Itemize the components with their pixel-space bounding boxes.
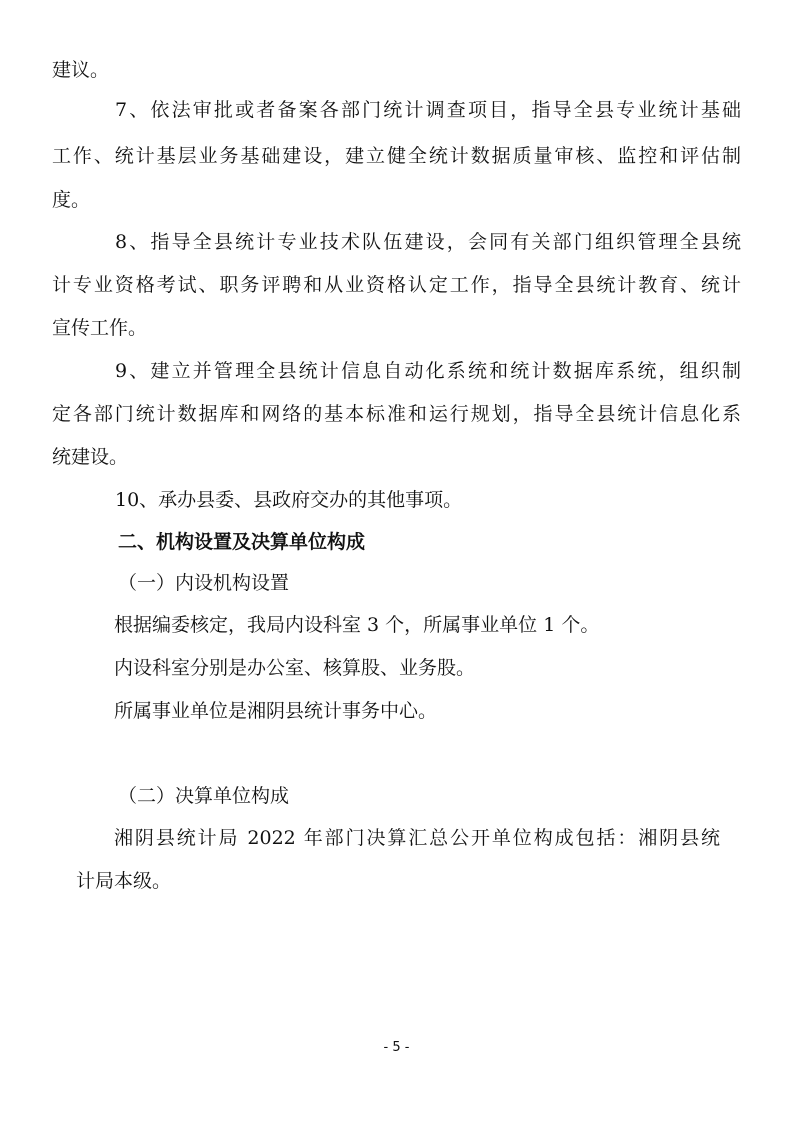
text-line: 湘阴县统计局 2022 年部门决算汇总公开单位构成包括：湘阴县统 [114, 827, 720, 849]
page-number: - 5 - [383, 1040, 410, 1055]
text-line: 度。 [52, 189, 91, 211]
section-heading: 二、机构设置及决算单位构成 [118, 531, 366, 553]
subsection-heading: （二）决算单位构成 [118, 785, 290, 807]
text-line: 工作、统计基层业务基础建设，建立健全统计数据质量审核、监控和评估制 [52, 145, 741, 167]
text-line: 8、指导全县统计专业技术队伍建设，会同有关部门组织管理全县统 [115, 231, 741, 253]
text-line: 内设科室分别是办公室、核算股、业务股。 [114, 657, 476, 679]
text-line: 定各部门统计数据库和网络的基本标准和运行规划，指导全县统计信息化系 [52, 403, 741, 425]
text-line: 7、依法审批或者备案各部门统计调查项目，指导全县专业统计基础 [115, 99, 741, 121]
text-line: 10、承办县委、县政府交办的其他事项。 [115, 489, 463, 511]
text-line: 9、建立并管理全县统计信息自动化系统和统计数据库系统，组织制 [115, 360, 741, 382]
text-line: 建议。 [52, 59, 110, 81]
text-line: 宣传工作。 [52, 317, 148, 339]
text-line: 所属事业单位是湘阴县统计事务中心。 [114, 700, 438, 722]
text-line: 计专业资格考试、职务评聘和从业资格认定工作，指导全县统计教育、统计 [52, 274, 741, 296]
text-line: 统建设。 [52, 446, 129, 468]
text-line: 计局本级。 [76, 870, 172, 892]
text-line: 根据编委核定，我局内设科室 3 个，所属事业单位 1 个。 [114, 614, 600, 636]
subsection-heading: （一）内设机构设置 [118, 572, 290, 594]
